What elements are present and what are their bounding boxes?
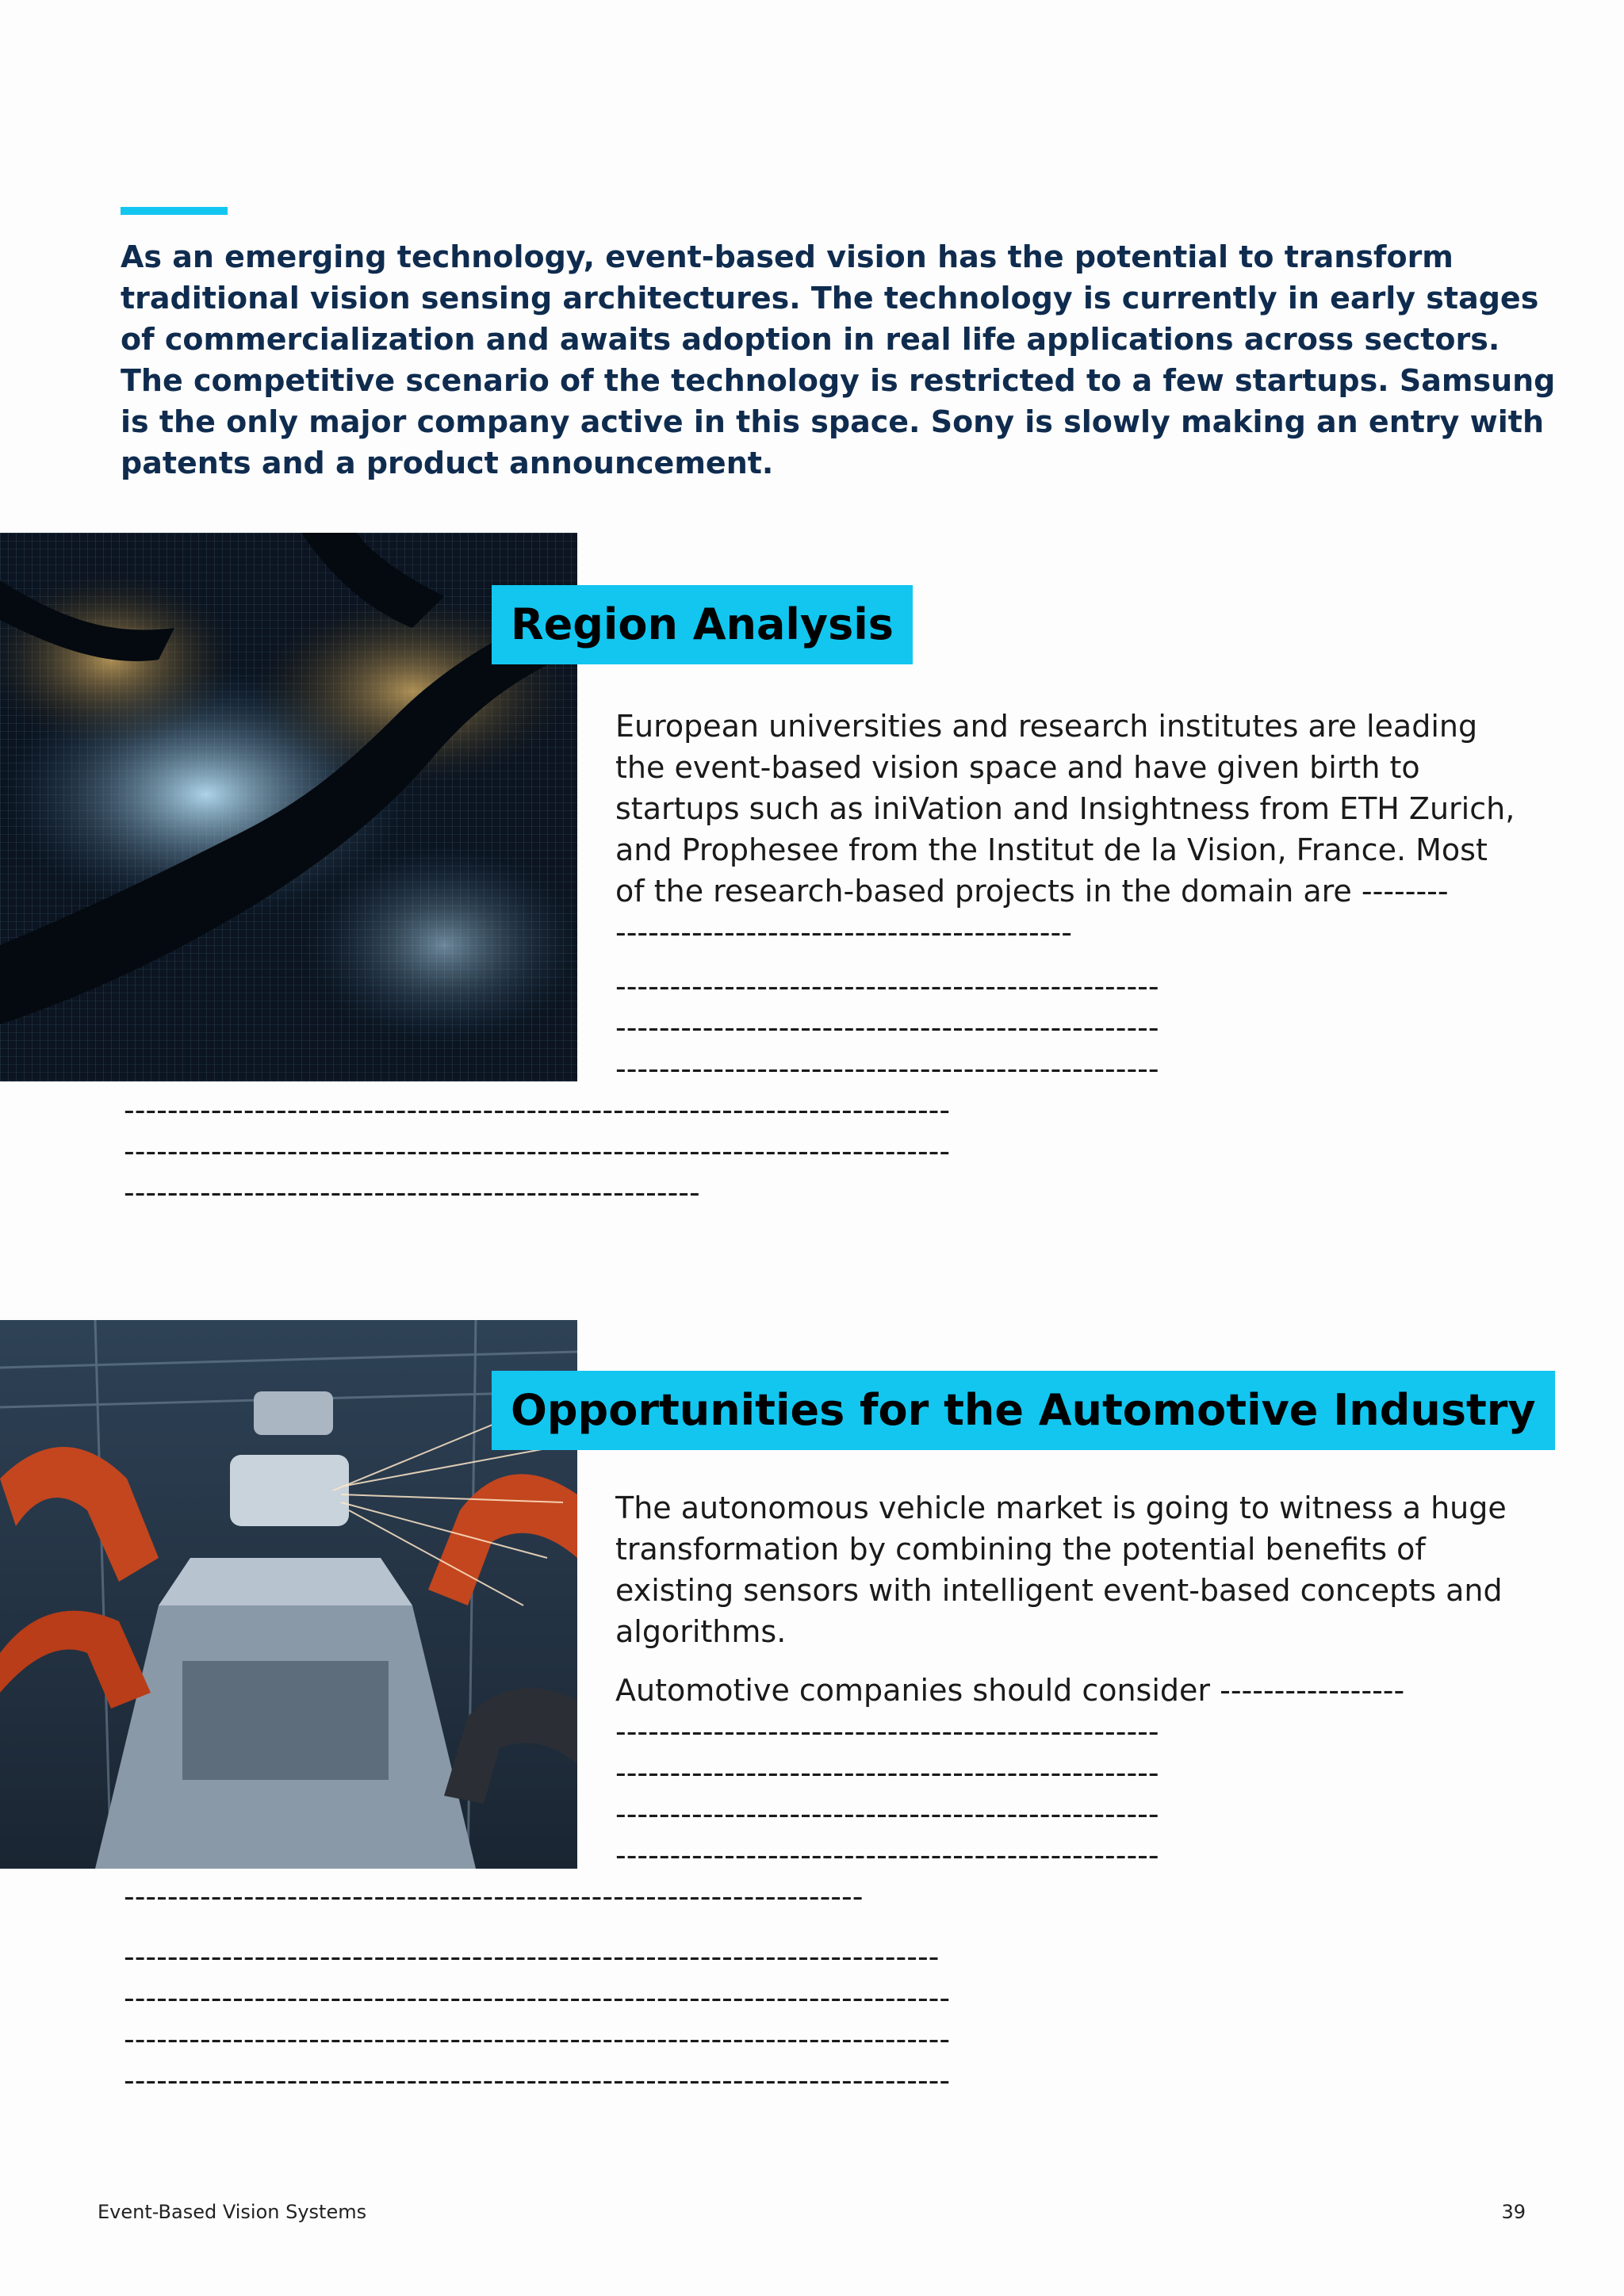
intro-line: traditional vision sensing architectures. The technology is currently in early stages [121, 281, 1539, 316]
intro-line: of commercialization and awaits adoption in real life applications across sectors. [121, 322, 1500, 357]
automotive-redacted-full [124, 1876, 1503, 1917]
text-line: transformation by combining the potential benefits of [615, 1532, 1426, 1567]
intro-paragraph [121, 236, 1556, 484]
accent-bar [121, 207, 228, 215]
text-line: -------------------------------------------------- [615, 1755, 1159, 1790]
text-line: of the research-based projects in the domain are -------- [615, 874, 1449, 909]
text-line: algorithms. [615, 1614, 787, 1649]
text-line: -------------------------------------------------- [615, 1051, 1159, 1086]
region-analysis-text [615, 706, 1519, 953]
automotive-redacted [615, 1670, 1519, 1876]
text-line: ---------------------------------------------------------------------------- [124, 1093, 951, 1127]
page-number: 39 [1501, 2201, 1526, 2223]
text-line: the event-based vision space and have given birth to [615, 750, 1420, 785]
region-analysis-heading: Region Analysis [492, 585, 913, 664]
region-analysis-redacted-full [124, 1089, 1503, 1213]
intro-line: As an emerging technology, event-based vision has the potential to transform [121, 239, 1454, 274]
text-line: -------------------------------------------------------------------- [124, 1879, 864, 1914]
text-line: ---------------------------------------------------------------------------- [124, 2022, 951, 2057]
city-night-photo [0, 533, 577, 1081]
intro-line: patents and a product announcement. [121, 446, 774, 480]
region-analysis-redacted [615, 966, 1519, 1089]
text-line: -------------------------------------------------- [615, 1010, 1159, 1045]
footer-title: Event-Based Vision Systems [98, 2201, 367, 2223]
text-line: ------------------------------------------ [615, 915, 1072, 950]
text-line: -------------------------------------------------- [615, 1797, 1159, 1831]
text-line: --------------------------------------------------------------------------- [124, 1939, 940, 1974]
automotive-text [615, 1487, 1519, 1652]
text-line: startups such as iniVation and Insightness from ETH Zurich, [615, 791, 1515, 826]
text-line: ---------------------------------------------------------------------------- [124, 1134, 951, 1169]
text-line: -------------------------------------------------- [615, 1714, 1159, 1749]
text-line: ---------------------------------------------------------------------------- [124, 2063, 951, 2098]
text-line: and Prophesee from the Institut de la Vision, France. Most [615, 832, 1488, 867]
automotive-redacted-full-2 [124, 1936, 1503, 2101]
text-line: Automotive companies should consider ----------------- [615, 1673, 1405, 1708]
intro-line: The competitive scenario of the technology is restricted to a few startups. Samsung [121, 363, 1556, 398]
automotive-heading: Opportunities for the Automotive Industry [492, 1371, 1555, 1450]
text-line: -------------------------------------------------- [615, 1838, 1159, 1873]
text-line: -------------------------------------------------- [615, 969, 1159, 1004]
text-line: European universities and research institutes are leading [615, 709, 1478, 744]
intro-line: is the only major company active in this space. Sony is slowly making an entry with [121, 404, 1544, 439]
car-factory-photo [0, 1320, 577, 1869]
text-line: existing sensors with intelligent event-based concepts and [615, 1573, 1503, 1608]
text-line: ----------------------------------------------------- [124, 1175, 700, 1210]
text-line: The autonomous vehicle market is going to witness a huge [615, 1490, 1507, 1525]
text-line: ---------------------------------------------------------------------------- [124, 1980, 951, 2015]
